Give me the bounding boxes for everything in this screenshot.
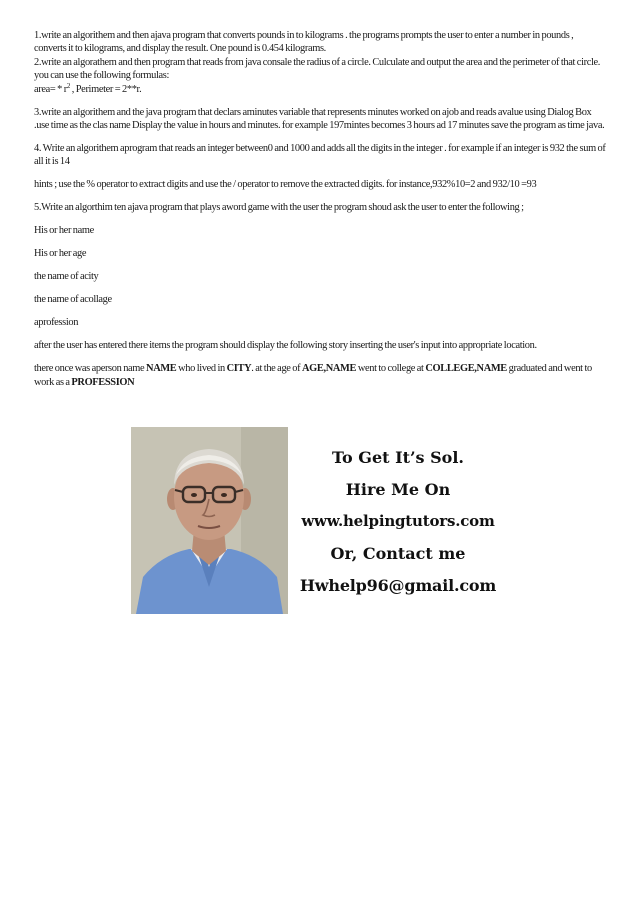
- question-2-formulas: [34, 83, 606, 96]
- story-name: NAME: [146, 363, 177, 375]
- formula-perimeter: , Perimeter = 2**r.: [70, 83, 142, 95]
- promo-contact-line: Or, Contact me: [330, 544, 466, 563]
- story-college-name: COLLEGE,NAME: [425, 363, 507, 375]
- question-3: 3.write an algorithem and the java program that declars aminutes variable that represents minutes worked on ajob and reads avalue using Dialog Box .use time as the clas name Display the value in hours and minutes. for example 197mintes becomes 3 hours ad 17 minutes save the program as time java.: [34, 106, 605, 132]
- promo-website[interactable]: www.helpingtutors.com: [301, 512, 495, 530]
- story-city: CITY: [226, 363, 252, 375]
- story-text-4: went to college at: [356, 363, 426, 375]
- hints: hints ; use the % operator to extract digits and use the / operator to remove the extracted digits. for instance,932%10=2 and 932/10 =93: [34, 179, 537, 191]
- list-item-city: the name of acity: [34, 271, 99, 283]
- story-template: [34, 362, 606, 389]
- promo-hire-line: Hire Me On: [345, 480, 451, 499]
- question-5: 5.Write an algorthim ten ajava program that plays aword game with the user the program shoud ask the user to enter the following ;: [34, 202, 524, 214]
- list-item-name: His or her name: [34, 225, 94, 237]
- promo-headline: To Get It’s Sol.: [331, 448, 464, 467]
- story-profession: PROFESSION: [71, 376, 135, 388]
- list-item-age: His or her age: [34, 248, 87, 260]
- story-text-5: graduated and went to work as a: [34, 363, 592, 388]
- question-4: 4. Write an algorithem aprogram that reads an integer between0 and 1000 and adds all the digits in the integer . for example if an integer is 932 the sum of all it is 14: [34, 143, 606, 168]
- question-2: 2.write an algorathem and then program that reads from java consale the radius of a circle. Culculate and output the area and the perimeter of that circle. you can use the following formulas:: [34, 56, 601, 82]
- list-item-profession: aprofession: [34, 317, 79, 329]
- story-age-name: AGE,NAME: [302, 363, 357, 375]
- story-text-1: there once was aperson name: [34, 363, 147, 375]
- tutor-photo: [131, 427, 288, 614]
- after-instructions: after the user has entered there items the program should display the following story inserting the user's input into appropriate location.: [34, 340, 537, 352]
- promo-banner: [131, 427, 508, 614]
- formula-exponent: 2: [66, 81, 71, 90]
- list-item-college: the name of acollage: [34, 294, 112, 306]
- document-body: [34, 29, 606, 399]
- promo-email[interactable]: Hwhelp96@gmail.com: [299, 576, 497, 595]
- story-text-3: . at the age of: [251, 363, 303, 375]
- person-portrait-icon: [131, 427, 288, 614]
- story-text-2: who lived in: [176, 363, 227, 375]
- question-1: 1.write an algorithem and then ajava program that converts pounds in to kilograms . the programs prompts the user to enter a number in pounds , converts it to kilograms, and display the result. One pound is 0.454 kilograms.: [34, 30, 574, 55]
- formula-area: area= * r: [34, 83, 67, 95]
- promo-text: [288, 427, 508, 614]
